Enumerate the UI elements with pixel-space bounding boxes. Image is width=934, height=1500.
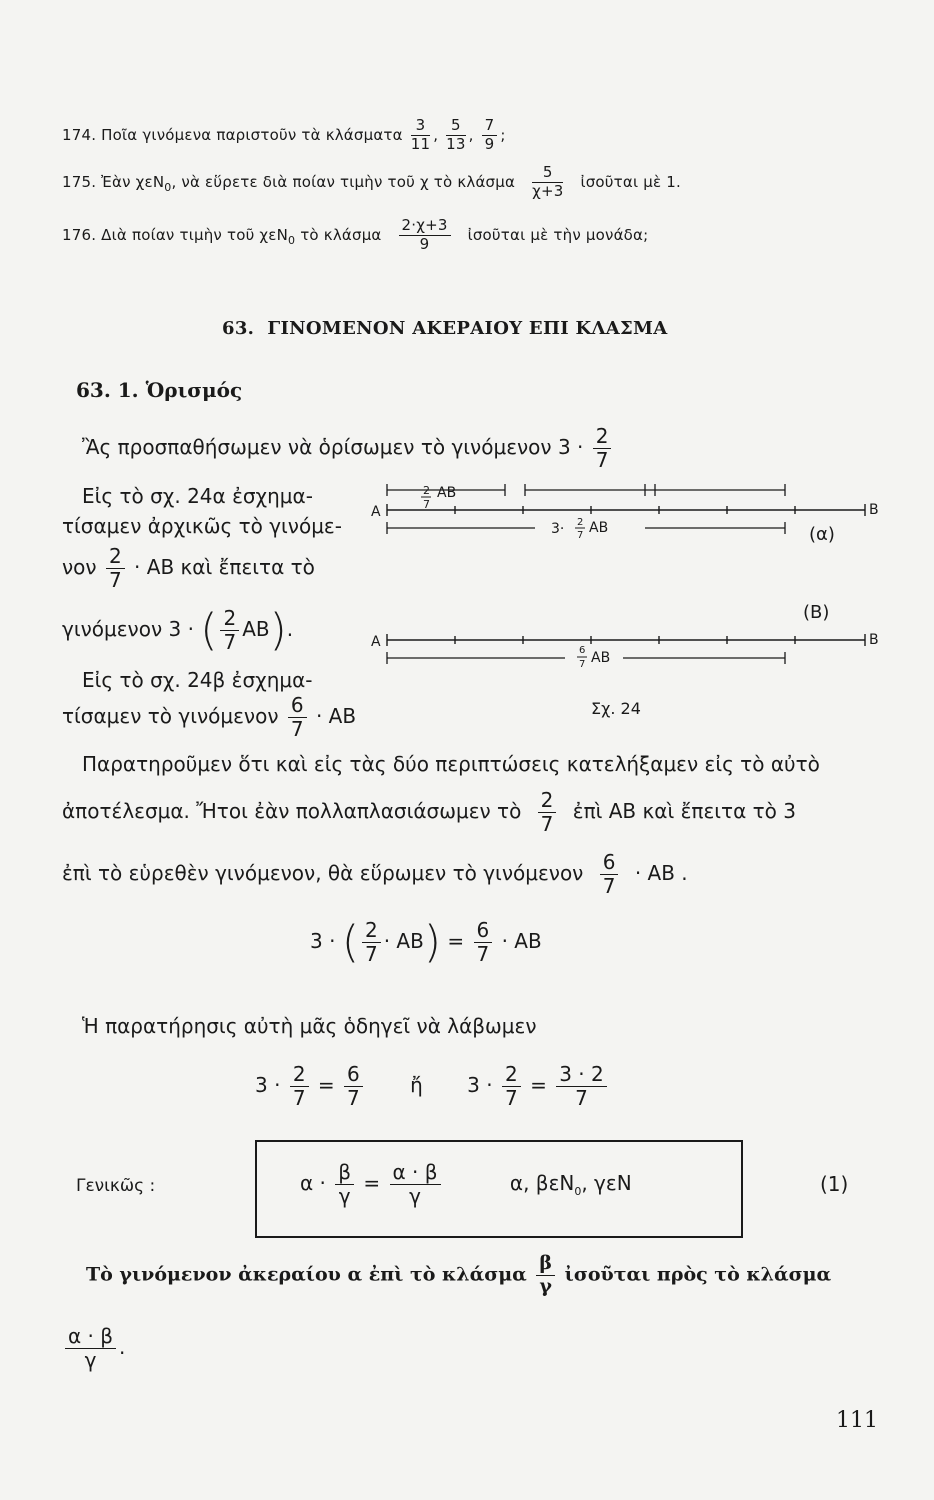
fraction: $\frac{2}{7}$ xyxy=(220,608,239,653)
fraction: $\frac{\alpha \cdot \beta}{\gamma}$ xyxy=(390,1162,441,1207)
obs-line3: ἐπὶ τὸ εὑρεθὲν γινόμενον, θὰ εὕρωμεν τὸ γινόμενον $\frac{6}{7}$ · AB . xyxy=(62,850,688,898)
fig-beta-label: (Β) xyxy=(803,602,830,623)
fig-label-a-alpha: A xyxy=(371,504,381,520)
subsection-heading: 63. 1. Ὁρισμός xyxy=(76,378,243,402)
fraction: $\frac{5}{\chi+3}$ xyxy=(532,163,564,200)
fraction: $\frac{6}{7}$ xyxy=(288,695,307,740)
fig-mul-pre: 3· xyxy=(551,521,565,537)
exercise-176: 176. Διὰ ποίαν τιμὴν τοῦ χεN$_0$ τὸ κλάσμα $\frac{2\cdot\chi+3}{9}$ ἰσοῦται μὲ τὴν μονάδα; xyxy=(62,216,649,253)
exercise-174-text: 174. Ποῖα γινόμενα παριστοῦν τὰ κλάσματα xyxy=(62,125,403,144)
segment-ab-alpha xyxy=(387,504,865,516)
fig-caption: Σχ. 24 xyxy=(591,699,641,718)
fig-seg-a-label: AB xyxy=(437,485,457,501)
fraction: $\frac{6}{7}$ xyxy=(344,1064,363,1109)
fraction: $\frac{2}{7}$ xyxy=(502,1064,521,1109)
fraction: $\frac{6}{7}$ xyxy=(600,852,619,897)
para-b-line1: Εἰς τὸ σχ. 24β ἐσχημα- xyxy=(82,668,313,692)
fraction: $\frac{\alpha \cdot \beta}{\gamma}$ xyxy=(65,1326,116,1371)
fig-label-a-beta: A xyxy=(371,634,381,650)
fraction: $\frac{\beta}{\gamma}$ xyxy=(536,1254,555,1297)
fig-mul-num: 2 xyxy=(577,517,584,528)
fig-label-b-beta: B xyxy=(869,632,879,648)
fraction: $\frac{2}{7}$ xyxy=(362,920,381,965)
fig-seg-a-den: 7 xyxy=(423,498,430,511)
obs-line2: ἀποτέλεσμα. Ἤτοι ἐὰν πολλαπλασιάσωμεν τὸ $\frac{2}{7}$ ἐπὶ AB καὶ ἔπειτα τὸ 3 xyxy=(62,788,796,836)
fraction: $\frac{5}{13}$ xyxy=(446,116,466,153)
fraction: $\frac{\beta}{\gamma}$ xyxy=(335,1162,354,1207)
page-number: 111 xyxy=(836,1408,878,1433)
general-formula: α · $\frac{\beta}{\gamma}$ = $\frac{\alpha \cdot \beta}{\gamma}$ α, βεN$_0$, γεN xyxy=(300,1160,632,1208)
fig-label-b-alpha: B xyxy=(869,502,879,518)
fraction: $\frac{3}{11}$ xyxy=(410,116,431,153)
equation-number: (1) xyxy=(820,1172,849,1196)
fraction: $\frac{6}{7}$ xyxy=(474,920,493,965)
fig-seg-b-label: AB xyxy=(591,650,611,666)
para-a-line2: τίσαμεν ἀρχικῶς τὸ γινόμε- xyxy=(62,514,342,538)
equation-1: 3 · ( $\frac{2}{7}$ · AB) = $\frac{6}{7}$ · AB xyxy=(310,916,542,968)
fig-mul-den: 7 xyxy=(577,530,584,541)
fig-seg-a-num: 2 xyxy=(423,484,430,497)
segment-ab-beta xyxy=(387,634,865,646)
para-a-line1: Εἰς τὸ σχ. 24α ἐσχημα- xyxy=(82,484,313,508)
fraction: $\frac{7}{9}$ xyxy=(482,118,498,153)
obs-line1: Παρατηροῦμεν ὅτι καὶ εἰς τὰς δύο περιπτώσεις κατελήξαμεν εἰς τὸ αὐτὸ xyxy=(82,752,820,776)
fig-mul-label: AB xyxy=(589,520,609,536)
dim-line-six-sevenths xyxy=(387,652,785,664)
fig-seg-b-den: 7 xyxy=(579,659,586,670)
fraction: $\frac{2\cdot\chi+3}{9}$ xyxy=(399,218,451,253)
general-label: Γενικῶς : xyxy=(76,1176,156,1196)
equation-2: 3 · $\frac{2}{7}$ = $\frac{6}{7}$ ἤ 3 · $\frac{2}{7}$ = $\frac{3 \cdot 2}{7}$ xyxy=(255,1064,610,1109)
fraction: $\frac{2}{7}$ xyxy=(593,426,612,471)
leads-line: Ἡ παρατήρησις αὐτὴ μᾶς ὁδηγεῖ νὰ λάβωμεν xyxy=(82,1014,537,1038)
intro-line: Ἂς προσπαθήσωμεν νὰ ὁρίσωμεν τὸ γινόμενον 3 · $\frac{2}{7}$ xyxy=(82,426,614,471)
fig-alpha-label: (α) xyxy=(809,524,835,545)
exercise-175: 175. Ἐὰν χεN$_0$, νὰ εὕρετε διὰ ποίαν τιμὴν τοῦ χ τὸ κλάσμα $\frac{5}{\chi+3}$ ἰσοῦται μὲ 1. xyxy=(62,163,681,200)
fig-seg-b-num: 6 xyxy=(579,645,586,656)
figure-24 xyxy=(365,470,885,720)
fraction: $\frac{3 \cdot 2}{7}$ xyxy=(556,1064,607,1109)
conclusion-fraction: $\frac{\alpha \cdot \beta}{\gamma}$ . xyxy=(62,1326,125,1371)
conclusion-line: Τὸ γινόμενον ἀκεραίου α ἐπὶ τὸ κλάσμα $\frac{\beta}{\gamma}$ ἰσοῦται πρὸς τὸ κλάσμα xyxy=(86,1252,832,1297)
dim-line-three-times xyxy=(387,522,785,534)
fraction: $\frac{2}{7}$ xyxy=(538,790,557,835)
section-heading: 63. ΓΙΝΟΜΕΝΟΝ ΑΚΕΡΑΙΟΥ ΕΠΙ ΚΛΑΣΜΑ xyxy=(222,318,668,339)
para-b-line2: τίσαμεν τὸ γινόμενον $\frac{6}{7}$ · AB xyxy=(62,693,357,741)
fraction: $\frac{2}{7}$ xyxy=(290,1064,309,1109)
para-a-line4: γινόμενον 3 · ( $\frac{2}{7}$ AB). xyxy=(62,604,294,656)
para-a-line3: νον $\frac{2}{7}$ · AB καὶ ἔπειτα τὸ xyxy=(62,544,315,592)
fraction: $\frac{2}{7}$ xyxy=(106,546,125,591)
exercise-174: 174. Ποῖα γινόμενα παριστοῦν τὰ κλάσματα $\frac{3}{11}$ , $\frac{5}{13}$ , $\frac{7}{9}$ ; xyxy=(62,116,506,153)
